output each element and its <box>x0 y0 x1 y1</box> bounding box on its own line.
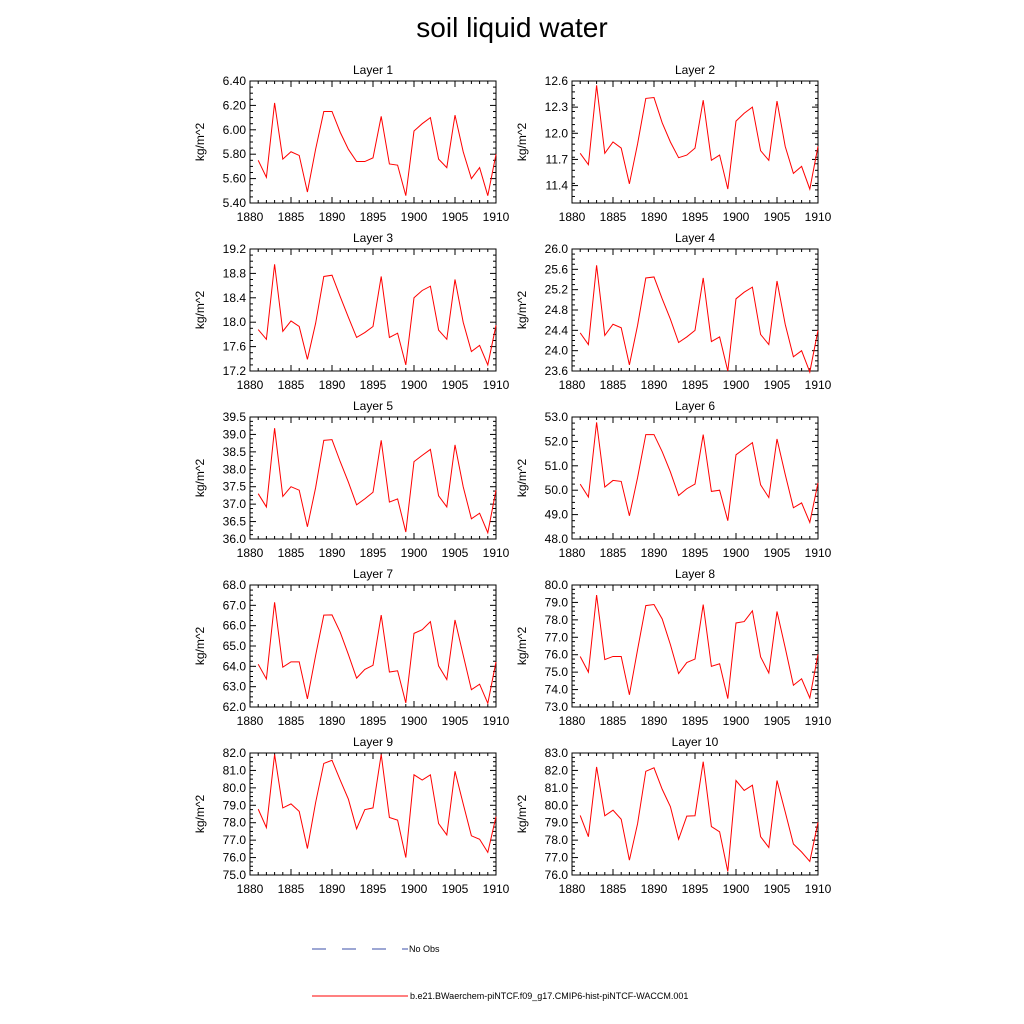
panel-3-ytick-label: 18.8 <box>222 266 246 281</box>
panel-10-xtick-label: 1885 <box>599 882 627 896</box>
panel-10-ytick-label: 80.0 <box>544 798 568 813</box>
panel-4-ylabel: kg/m^2 <box>515 290 529 330</box>
panel-8-frame <box>572 585 818 707</box>
panel-2 <box>515 63 832 224</box>
panel-6-ylabel: kg/m^2 <box>515 458 529 498</box>
panel-8-ytick-label: 74.0 <box>544 682 568 697</box>
panel-2-ytick-label: 11.4 <box>545 178 568 193</box>
panel-2-ytick-label: 12.6 <box>544 74 568 88</box>
panel-5-ytick-label: 38.0 <box>222 462 246 477</box>
panel-2-xtick-label: 1895 <box>681 210 709 224</box>
panel-5-ylabel: kg/m^2 <box>193 458 207 498</box>
panel-9-title: Layer 9 <box>352 735 394 749</box>
panel-9-ytick-label: 76.0 <box>222 850 246 865</box>
panel-7-ytick-label: 63.0 <box>222 679 246 694</box>
panel-1 <box>193 63 510 224</box>
panel-3-xtick-label: 1880 <box>236 378 264 392</box>
panel-5-ytick-label: 37.0 <box>222 497 246 512</box>
panel-5-ytick-label: 39.5 <box>222 410 246 424</box>
panel-10-series-line <box>580 762 818 872</box>
panel-9-ytick-label: 77.0 <box>222 833 246 848</box>
panel-4-title: Layer 4 <box>674 231 716 245</box>
panel-5-ytick-label: 36.5 <box>222 514 246 529</box>
panel-2-xtick-label: 1880 <box>558 210 586 224</box>
panel-2-xtick-label: 1905 <box>763 210 791 224</box>
panel-5-ytick-label: 38.5 <box>222 444 246 459</box>
panel-1-xtick-label: 1885 <box>277 210 305 224</box>
panel-9-xtick-label: 1895 <box>359 882 387 896</box>
panel-1-xtick-label: 1905 <box>441 210 469 224</box>
panel-5-xtick-label: 1905 <box>441 546 469 560</box>
panel-6-series-line <box>580 422 818 522</box>
panel-3-xtick-label: 1895 <box>359 378 387 392</box>
panel-3-ylabel: kg/m^2 <box>193 290 207 330</box>
panel-9-xtick-label: 1890 <box>318 882 346 896</box>
panel-5-xtick-label: 1890 <box>318 546 346 560</box>
panel-8-ytick-label: 80.0 <box>544 578 568 592</box>
panel-1-title: Layer 1 <box>352 63 394 77</box>
panel-9-ytick-label: 82.0 <box>222 746 246 760</box>
panel-4-ytick-label: 25.6 <box>544 262 568 277</box>
panel-9-ytick-label: 80.0 <box>222 780 246 795</box>
panel-9-xtick-label: 1880 <box>236 882 264 896</box>
panel-3-ytick-label: 17.6 <box>222 339 246 354</box>
panel-9-ylabel: kg/m^2 <box>193 794 207 834</box>
panel-1-ytick-label: 5.80 <box>222 147 246 162</box>
legend-obs-label: No Obs <box>409 944 440 954</box>
panel-7-frame <box>250 585 496 707</box>
panel-5-ytick-label: 37.5 <box>222 479 246 494</box>
panel-9-ytick-label: 75.0 <box>222 868 246 882</box>
panel-3-xtick-label: 1900 <box>400 378 428 392</box>
panel-2-xtick-label: 1885 <box>599 210 627 224</box>
panel-7-xtick-label: 1910 <box>482 714 510 728</box>
panel-10-xtick-label: 1895 <box>681 882 709 896</box>
panel-8-ytick-label: 77.0 <box>544 630 568 645</box>
panel-4-ytick-label: 26.0 <box>544 242 568 256</box>
panel-2-xtick-label: 1890 <box>640 210 668 224</box>
panel-1-xtick-label: 1895 <box>359 210 387 224</box>
panel-7-ytick-label: 66.0 <box>222 618 246 633</box>
panel-1-xtick-label: 1910 <box>482 210 510 224</box>
panel-4-xtick-label: 1900 <box>722 378 750 392</box>
panel-6-xtick-label: 1910 <box>804 546 832 560</box>
panel-10-xtick-label: 1880 <box>558 882 586 896</box>
panel-1-ylabel: kg/m^2 <box>193 122 207 162</box>
panel-6-ytick-label: 48.0 <box>544 532 568 546</box>
panel-9-ytick-label: 81.0 <box>222 763 246 778</box>
panel-7-xtick-label: 1900 <box>400 714 428 728</box>
panel-6-xtick-label: 1900 <box>722 546 750 560</box>
panel-7-ytick-label: 68.0 <box>222 578 246 592</box>
panel-8-xtick-label: 1910 <box>804 714 832 728</box>
panel-4-xtick-label: 1905 <box>763 378 791 392</box>
panel-9-xtick-label: 1910 <box>482 882 510 896</box>
panel-8-ytick-label: 78.0 <box>544 612 568 627</box>
panel-6-ytick-label: 53.0 <box>544 410 568 424</box>
panel-4-ytick-label: 24.8 <box>544 303 568 317</box>
panel-8-xtick-label: 1885 <box>599 714 627 728</box>
panel-3-ytick-label: 17.2 <box>222 364 246 378</box>
panel-1-frame <box>250 81 496 203</box>
panel-5-ytick-label: 36.0 <box>222 532 246 546</box>
panel-4-xtick-label: 1885 <box>599 378 627 392</box>
panel-7-ylabel: kg/m^2 <box>193 626 207 666</box>
panel-3-ytick-label: 18.0 <box>222 315 246 330</box>
panel-8-series-line <box>580 595 818 699</box>
panel-8-xtick-label: 1880 <box>558 714 586 728</box>
panel-4-ytick-label: 24.0 <box>544 343 568 358</box>
panel-8 <box>515 567 832 728</box>
panel-7-ytick-label: 67.0 <box>222 598 246 613</box>
panel-6-ytick-label: 52.0 <box>544 434 568 449</box>
panel-4-series-line <box>580 265 818 372</box>
panel-5-title: Layer 5 <box>352 399 394 413</box>
panel-3-xtick-label: 1905 <box>441 378 469 392</box>
panel-6-title: Layer 6 <box>674 399 716 413</box>
panel-1-ytick-label: 6.00 <box>222 122 246 137</box>
panel-4-xtick-label: 1895 <box>681 378 709 392</box>
panel-5-xtick-label: 1885 <box>277 546 305 560</box>
panel-7-ytick-label: 65.0 <box>222 639 246 653</box>
panel-1-xtick-label: 1890 <box>318 210 346 224</box>
panel-8-ytick-label: 79.0 <box>544 595 568 610</box>
panel-1-series-line <box>258 103 496 196</box>
panel-2-series-line <box>580 85 818 189</box>
panel-4 <box>515 231 832 392</box>
panel-3-xtick-label: 1910 <box>482 378 510 392</box>
panel-5-frame <box>250 417 496 539</box>
panel-10-ytick-label: 82.0 <box>544 763 568 778</box>
panel-10-xtick-label: 1910 <box>804 882 832 896</box>
panel-6-xtick-label: 1885 <box>599 546 627 560</box>
panel-7-ytick-label: 64.0 <box>222 659 246 674</box>
panel-7-ytick-label: 62.0 <box>222 700 246 714</box>
panel-10-title: Layer 10 <box>671 735 719 749</box>
panel-4-xtick-label: 1890 <box>640 378 668 392</box>
panel-10-ytick-label: 81.0 <box>544 780 568 795</box>
panel-7-xtick-label: 1885 <box>277 714 305 728</box>
panel-2-ytick-label: 12.3 <box>544 100 568 115</box>
panel-6 <box>515 399 832 560</box>
panel-2-title: Layer 2 <box>674 63 716 77</box>
panel-10-xtick-label: 1890 <box>640 882 668 896</box>
panel-5-xtick-label: 1900 <box>400 546 428 560</box>
panel-8-ytick-label: 75.0 <box>544 665 568 680</box>
panel-5-series-line <box>258 428 496 533</box>
panel-3 <box>193 231 510 392</box>
panel-8-title: Layer 8 <box>674 567 716 581</box>
panel-10-ytick-label: 79.0 <box>544 815 568 830</box>
panel-5-ytick-label: 39.0 <box>222 427 246 442</box>
panel-10-xtick-label: 1900 <box>722 882 750 896</box>
panel-10-ylabel: kg/m^2 <box>515 794 529 834</box>
panel-8-ytick-label: 73.0 <box>544 700 568 714</box>
panel-8-ylabel: kg/m^2 <box>515 626 529 666</box>
panel-7-xtick-label: 1905 <box>441 714 469 728</box>
panel-3-series-line <box>258 264 496 365</box>
panel-2-xtick-label: 1910 <box>804 210 832 224</box>
panel-9-xtick-label: 1885 <box>277 882 305 896</box>
panel-6-xtick-label: 1880 <box>558 546 586 560</box>
panel-6-ytick-label: 49.0 <box>544 507 568 522</box>
panel-4-ytick-label: 23.6 <box>544 364 568 378</box>
panel-2-ytick-label: 12.0 <box>544 126 568 141</box>
panel-3-xtick-label: 1890 <box>318 378 346 392</box>
panel-9-xtick-label: 1905 <box>441 882 469 896</box>
panel-3-xtick-label: 1885 <box>277 378 305 392</box>
panel-6-xtick-label: 1895 <box>681 546 709 560</box>
panel-9-series-line <box>258 754 496 857</box>
panel-4-xtick-label: 1880 <box>558 378 586 392</box>
panel-5-xtick-label: 1910 <box>482 546 510 560</box>
panel-10-ytick-label: 77.0 <box>544 850 568 865</box>
panel-5 <box>193 399 510 560</box>
panel-3-title: Layer 3 <box>352 231 394 245</box>
panel-9-ytick-label: 79.0 <box>222 798 246 813</box>
panel-9-ytick-label: 78.0 <box>222 815 246 830</box>
panel-9 <box>193 735 510 896</box>
panel-4-frame <box>572 249 818 371</box>
panel-4-ytick-label: 25.2 <box>544 282 568 297</box>
panel-10-xtick-label: 1905 <box>763 882 791 896</box>
page-title: soil liquid water <box>416 12 608 43</box>
panel-6-xtick-label: 1890 <box>640 546 668 560</box>
panel-6-frame <box>572 417 818 539</box>
panel-4-xtick-label: 1910 <box>804 378 832 392</box>
panel-8-xtick-label: 1890 <box>640 714 668 728</box>
panel-3-frame <box>250 249 496 371</box>
legend-model-label: b.e21.BWaerchem-piNTCF.f09_g17.CMIP6-hist-piNTCF-WACCM.001 <box>410 991 689 1001</box>
panel-2-ytick-label: 11.7 <box>545 152 568 167</box>
panel-5-xtick-label: 1895 <box>359 546 387 560</box>
panel-7-xtick-label: 1890 <box>318 714 346 728</box>
panel-8-xtick-label: 1905 <box>763 714 791 728</box>
panel-7-xtick-label: 1895 <box>359 714 387 728</box>
panel-8-xtick-label: 1900 <box>722 714 750 728</box>
panel-1-xtick-label: 1880 <box>236 210 264 224</box>
panel-6-ytick-label: 51.0 <box>544 458 568 473</box>
panel-7-title: Layer 7 <box>352 567 394 581</box>
panel-1-ytick-label: 6.20 <box>222 98 246 113</box>
panel-5-xtick-label: 1880 <box>236 546 264 560</box>
panel-9-frame <box>250 753 496 875</box>
panel-3-ytick-label: 19.2 <box>222 242 246 256</box>
panel-2-ylabel: kg/m^2 <box>515 122 529 162</box>
panel-1-ytick-label: 5.40 <box>222 196 246 210</box>
panel-10-ytick-label: 78.0 <box>544 833 568 848</box>
panel-6-xtick-label: 1905 <box>763 546 791 560</box>
panel-10-ytick-label: 76.0 <box>544 868 568 882</box>
panel-7-xtick-label: 1880 <box>236 714 264 728</box>
panel-1-ytick-label: 5.60 <box>222 171 246 186</box>
panel-10-ytick-label: 83.0 <box>544 746 568 760</box>
panel-2-frame <box>572 81 818 203</box>
panel-8-ytick-label: 76.0 <box>544 647 568 662</box>
panel-1-xtick-label: 1900 <box>400 210 428 224</box>
panel-9-xtick-label: 1900 <box>400 882 428 896</box>
panel-6-ytick-label: 50.0 <box>544 483 568 498</box>
panel-2-xtick-label: 1900 <box>722 210 750 224</box>
panel-1-ytick-label: 6.40 <box>222 74 246 88</box>
panel-4-ytick-label: 24.4 <box>544 323 568 338</box>
panel-7 <box>193 567 510 728</box>
panel-8-xtick-label: 1895 <box>681 714 709 728</box>
panel-7-series-line <box>258 602 496 703</box>
panel-3-ytick-label: 18.4 <box>222 290 246 305</box>
panel-10 <box>515 735 832 896</box>
